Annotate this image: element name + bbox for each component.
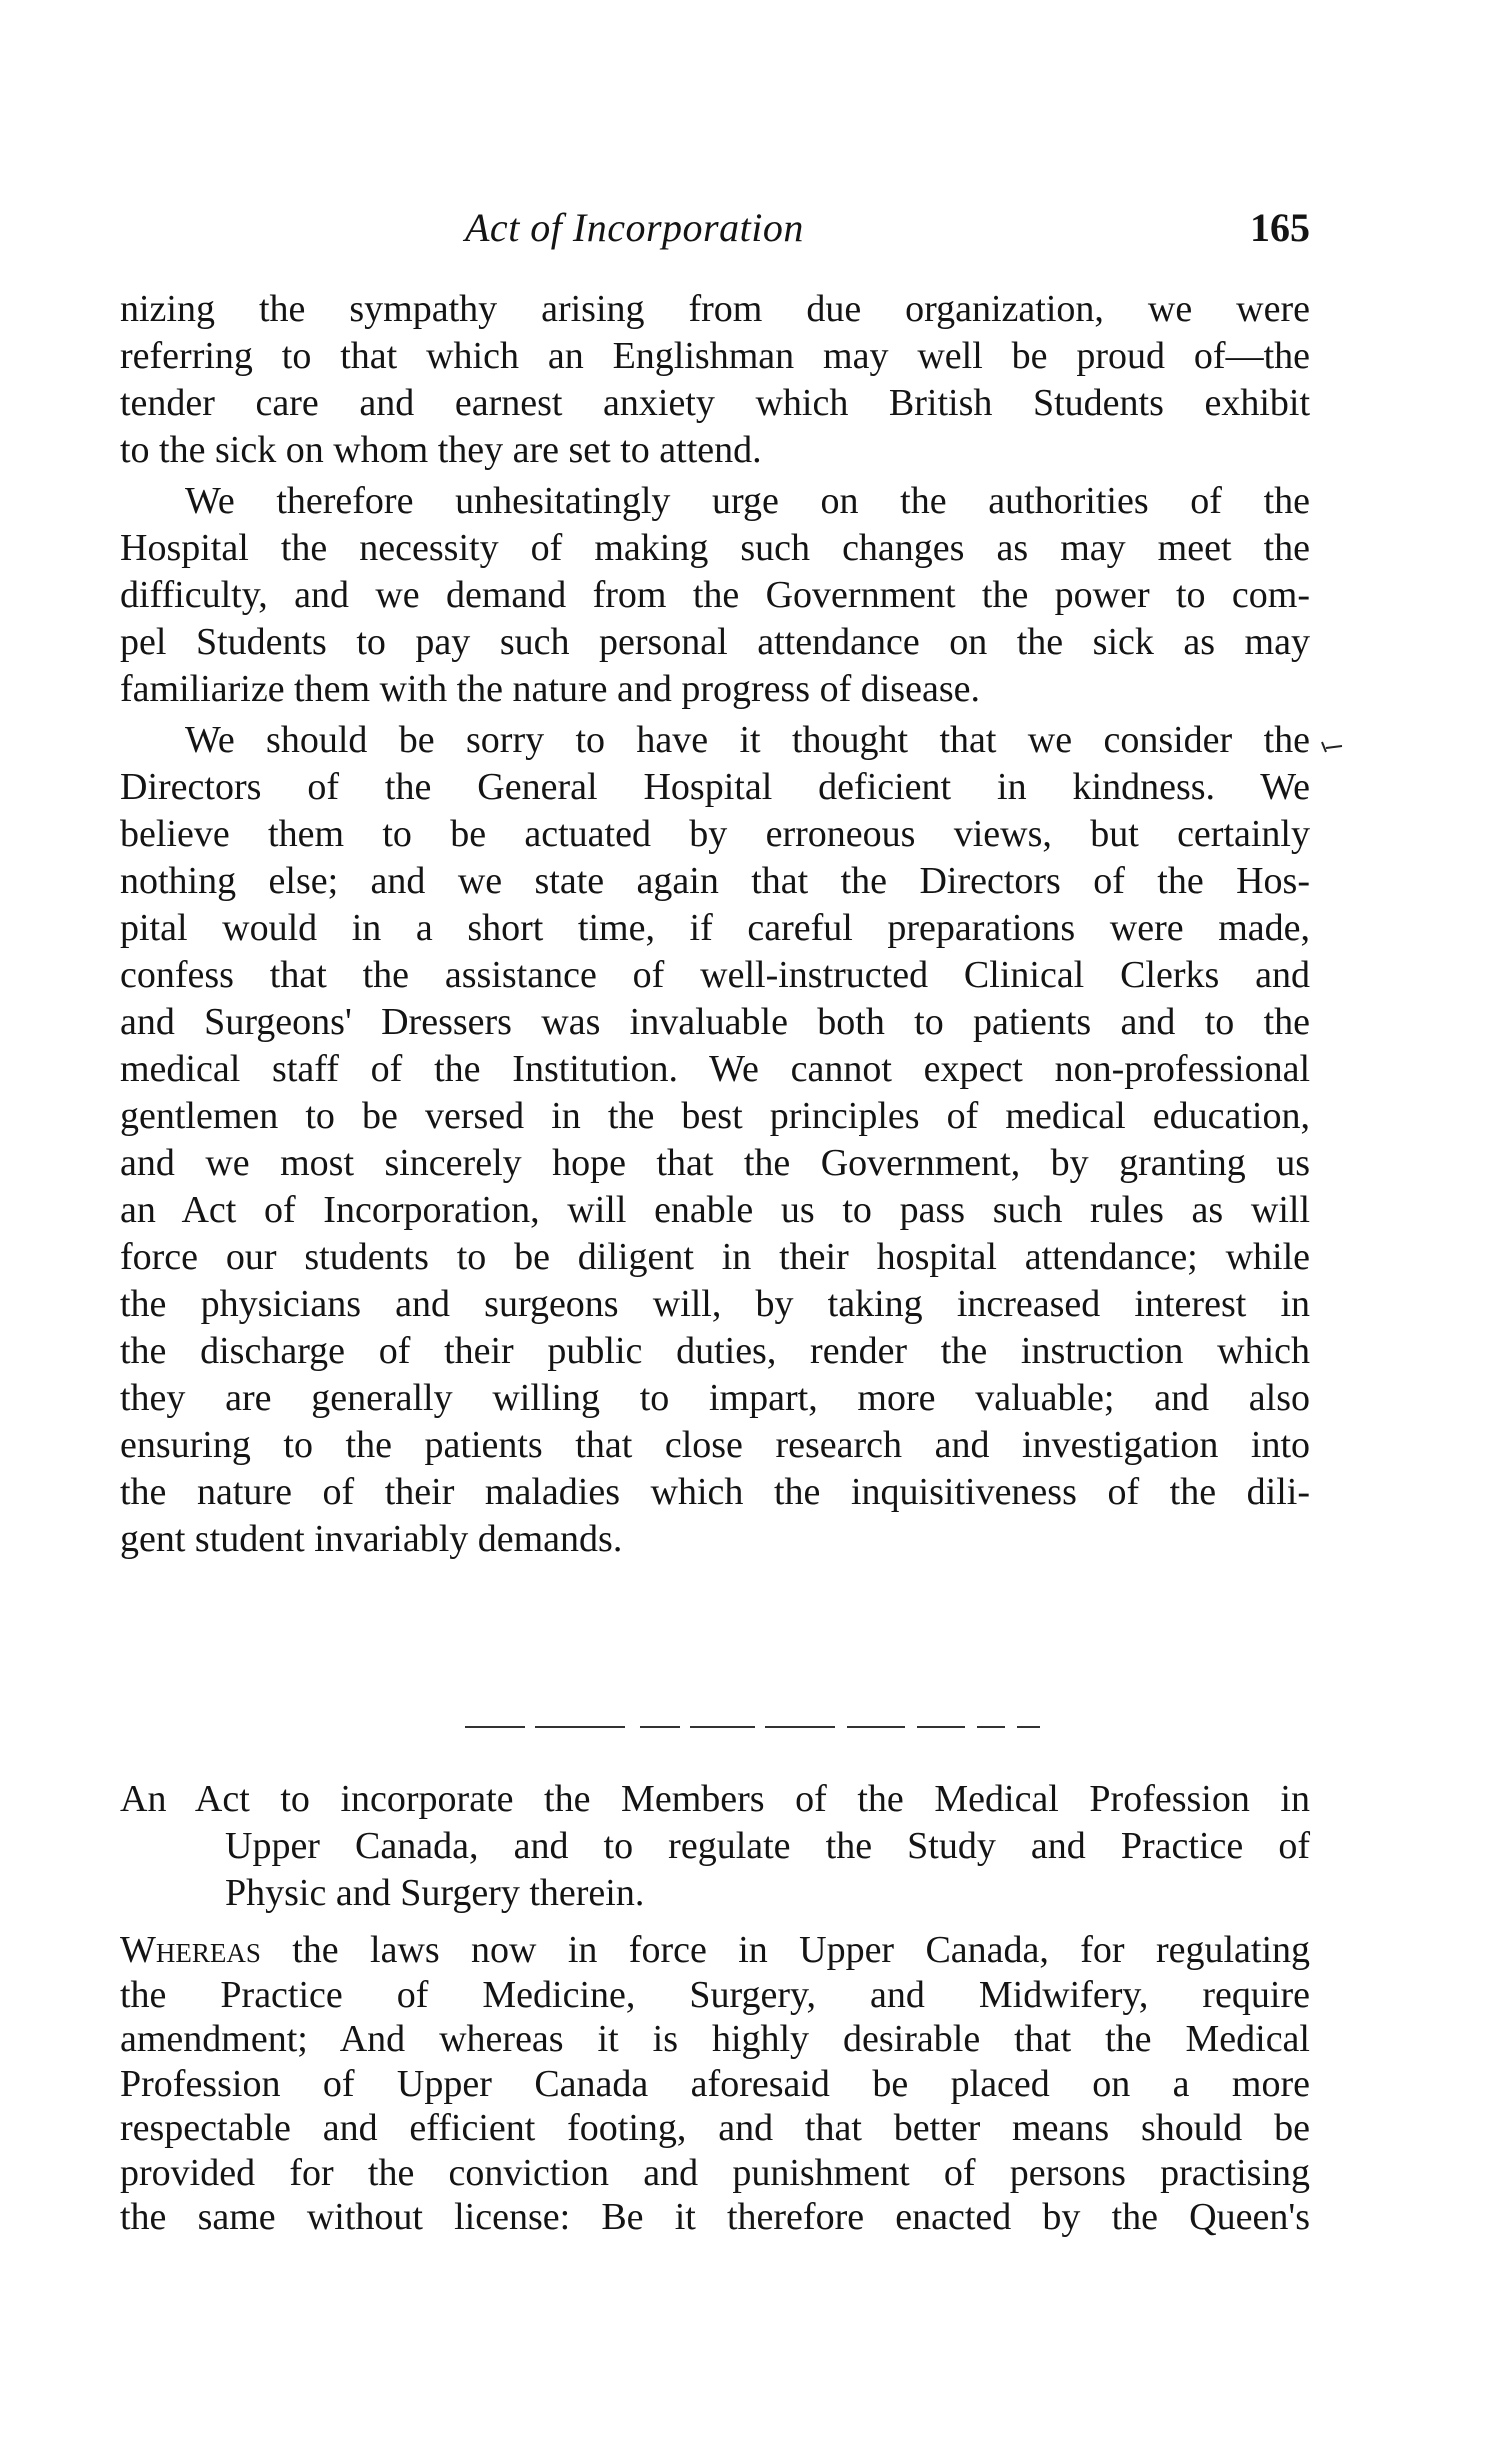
text-line: nizing the sympathy arising from due organization, we were	[120, 288, 1310, 330]
running-title: Act of Incorporation	[465, 205, 804, 250]
text-line: Hospital the necessity of making such changes as may meet the	[120, 527, 1310, 569]
text-line: force our students to be diligent in their hospital attendance; while	[120, 1236, 1310, 1278]
preamble-line: the Practice of Medicine, Surgery, and Midwifery, require	[120, 1973, 1310, 2016]
text-line: and we most sincerely hope that the Government, by granting us	[120, 1142, 1310, 1184]
text-line: gent student invariably demands.	[120, 1518, 623, 1560]
page-header	[120, 204, 1310, 264]
margin-tick-mark	[1320, 740, 1344, 756]
preamble-line: Profession of Upper Canada aforesaid be placed on a more	[120, 2062, 1310, 2105]
text-line: an Act of Incorporation, will enable us to pass such rules as will	[120, 1189, 1310, 1231]
preamble-first-line-text: the laws now in force in Upper Canada, for regulating	[260, 1929, 1310, 1971]
text-line: and Surgeons' Dressers was invaluable both to patients and to the	[120, 1001, 1310, 1043]
text-line: gentlemen to be versed in the best principles of medical education,	[120, 1095, 1310, 1137]
text-line: We therefore unhesitatingly urge on the authorities of the	[185, 480, 1310, 522]
text-line: pel Students to pay such personal attendance on the sick as may	[120, 621, 1310, 663]
preamble-line: respectable and efficient footing, and that better means should be	[120, 2107, 1310, 2149]
text-line: they are generally willing to impart, more valuable; and also	[120, 1377, 1310, 1419]
act-title-line: Physic and Surgery therein.	[225, 1872, 645, 1914]
act-title-line: An Act to incorporate the Members of the Medical Profession in	[120, 1778, 1310, 1820]
text-line: believe them to be actuated by erroneous views, but certainly	[120, 813, 1310, 855]
preamble-lead-word: Whereas	[120, 1929, 261, 1971]
text-line: pital would in a short time, if careful preparations were made,	[120, 907, 1310, 949]
section-rule	[465, 1725, 1040, 1729]
text-line: familiarize them with the nature and progress of disease.	[120, 668, 980, 710]
preamble-line: amendment; And whereas it is highly desirable that the Medical	[120, 2018, 1310, 2060]
text-line: Directors of the General Hospital deficient in kindness. We	[120, 766, 1310, 808]
preamble-line: provided for the conviction and punishment of persons practising	[120, 2151, 1310, 2194]
text-line: ensuring to the patients that close research and investigation into	[120, 1424, 1310, 1466]
preamble-line	[120, 1928, 1310, 1973]
preamble-line: the same without license: Be it therefore enacted by the Queen's	[120, 2196, 1310, 2238]
text-line: tender care and earnest anxiety which British Students exhibit	[120, 382, 1310, 424]
text-line: the physicians and surgeons will, by taking increased interest in	[120, 1283, 1310, 1325]
body-text	[120, 286, 1310, 1563]
text-line: We should be sorry to have it thought that we consider the	[185, 719, 1310, 761]
text-line: referring to that which an Englishman may well be proud of—the	[120, 335, 1310, 377]
text-line: difficulty, and we demand from the Government the power to com-	[120, 574, 1310, 616]
text-line: to the sick on whom they are set to attend.	[120, 429, 762, 471]
act-preamble	[120, 1928, 1310, 2240]
text-line: medical staff of the Institution. We cannot expect non-professional	[120, 1048, 1310, 1090]
text-line: confess that the assistance of well-instructed Clinical Clerks and	[120, 954, 1310, 996]
text-line: the discharge of their public duties, render the instruction which	[120, 1330, 1310, 1372]
act-title	[120, 1776, 1310, 1917]
page-number: 165	[1250, 205, 1310, 250]
text-line: the nature of their maladies which the inquisitiveness of the dili-	[120, 1471, 1310, 1513]
act-title-line: Upper Canada, and to regulate the Study and Practice of	[225, 1825, 1310, 1867]
text-line: nothing else; and we state again that the Directors of the Hos-	[120, 860, 1310, 902]
